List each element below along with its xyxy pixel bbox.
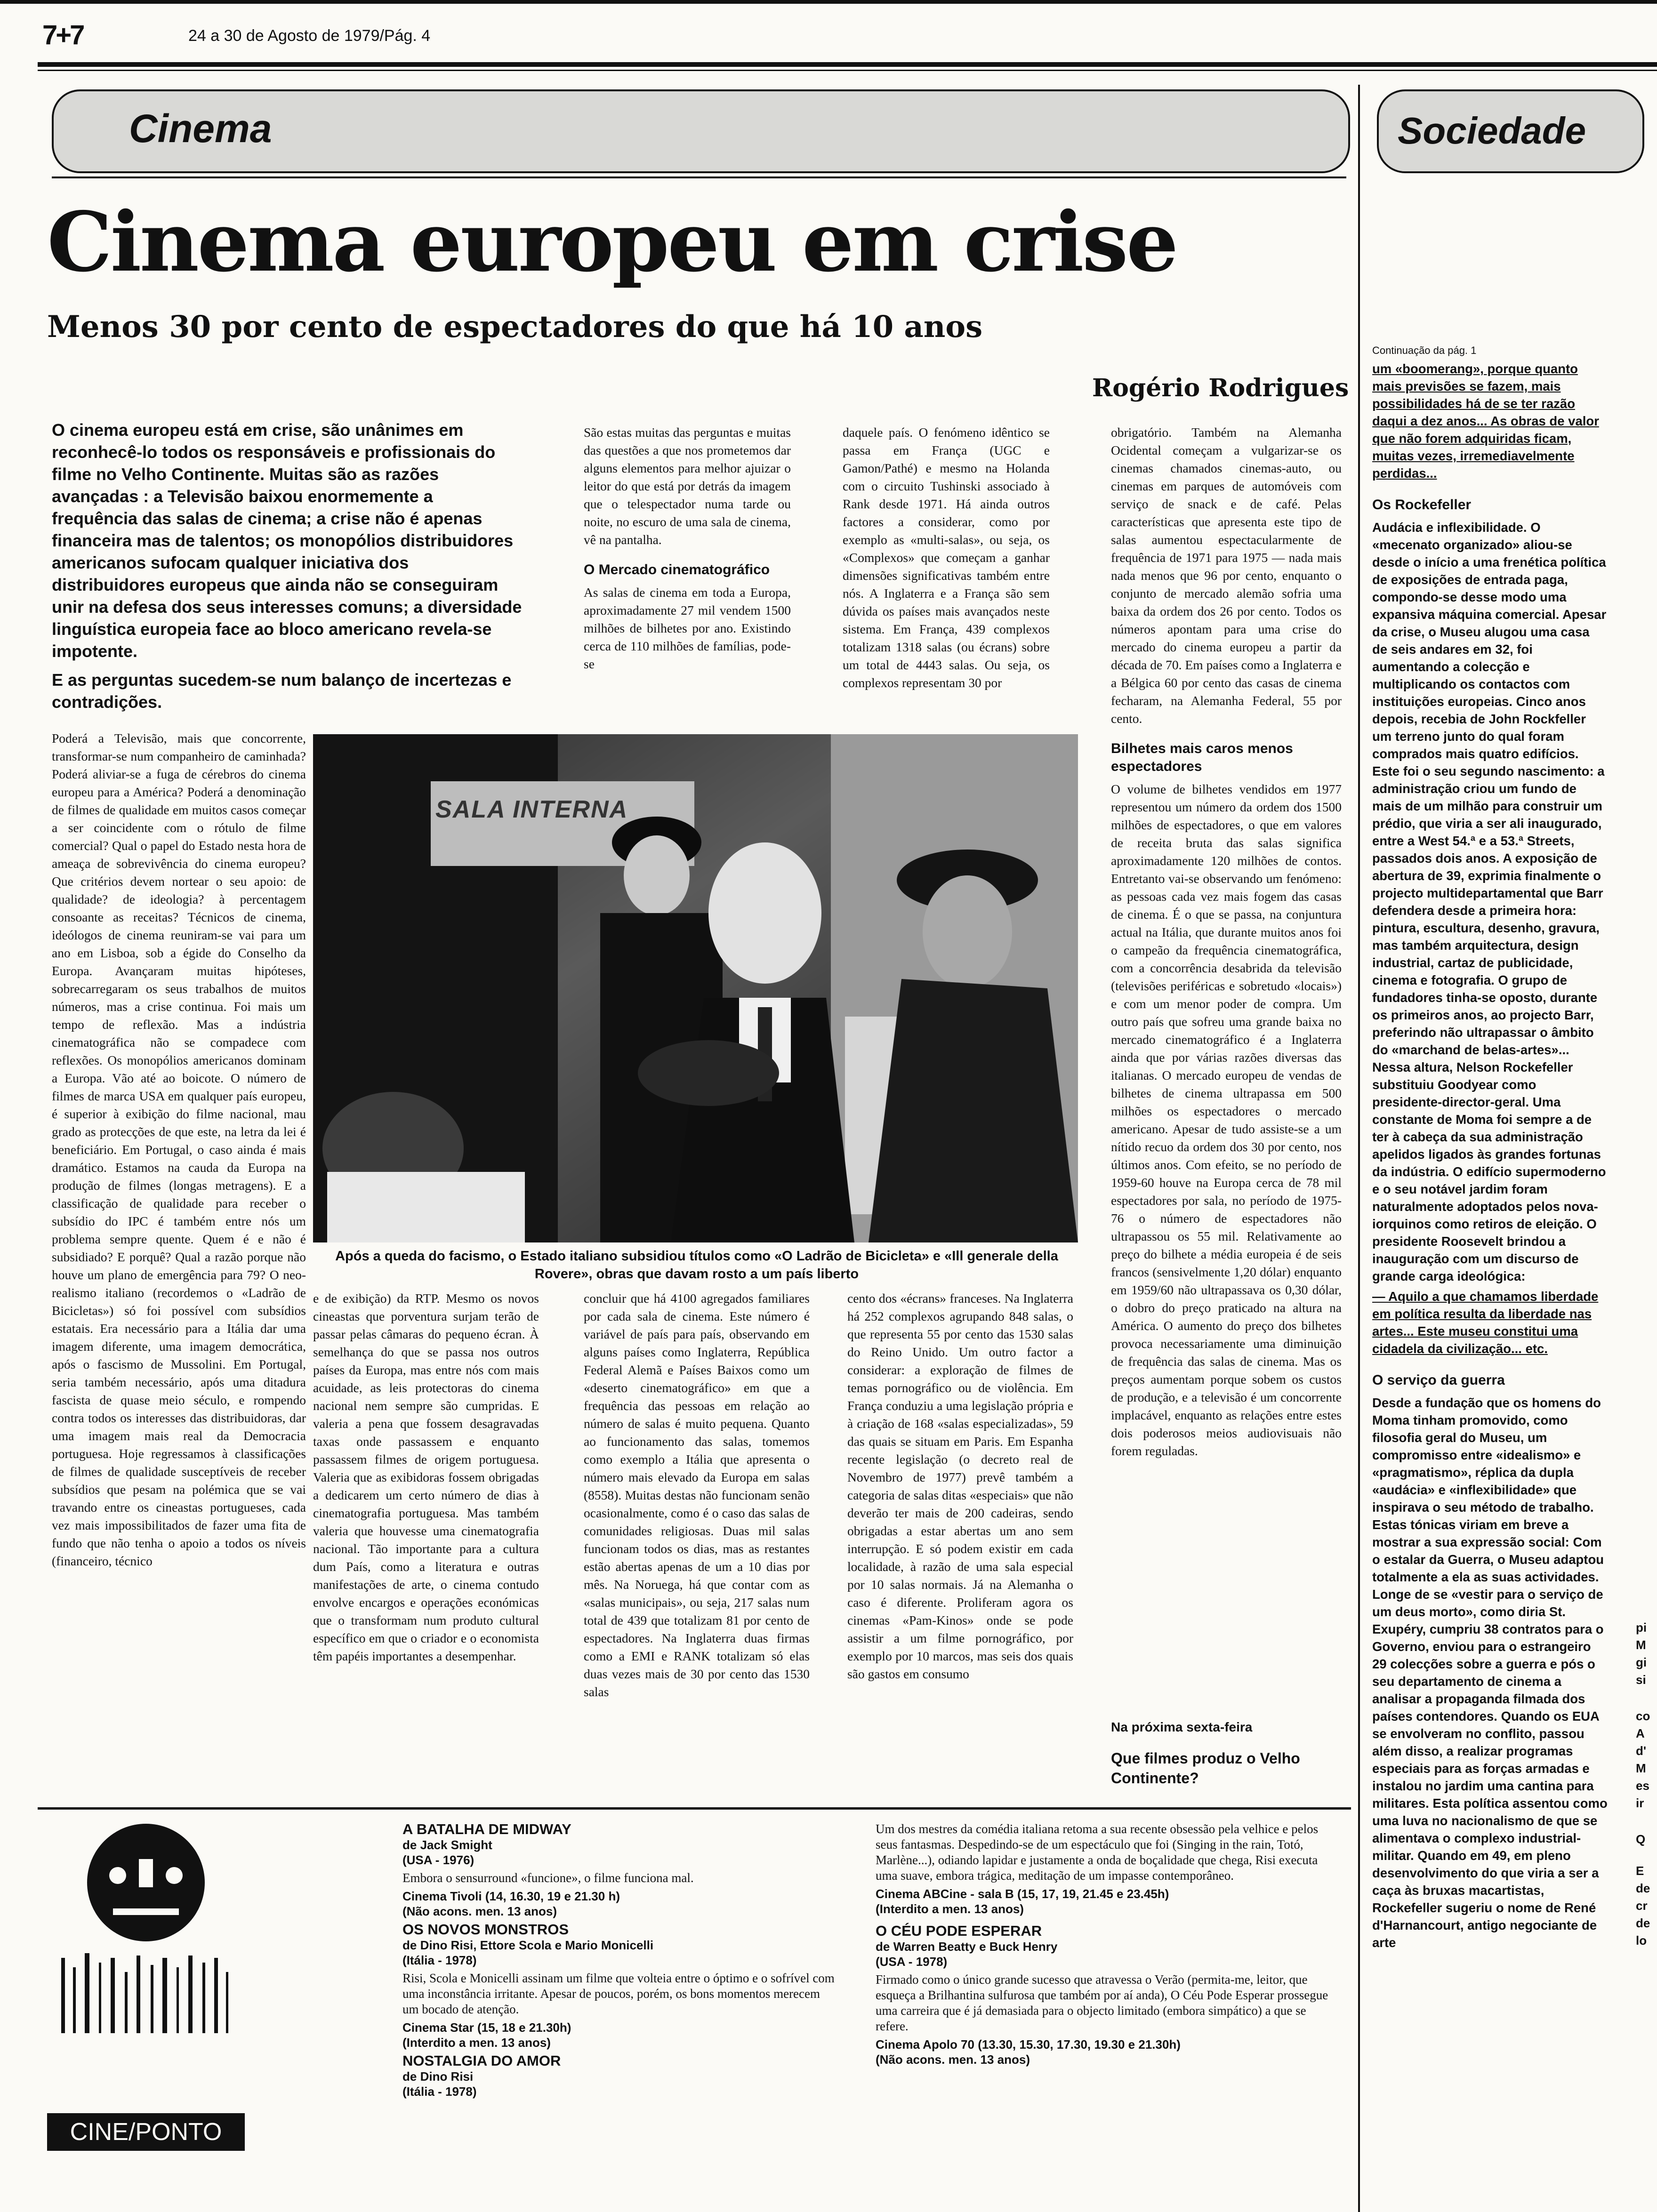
- sociedade-column: [1372, 360, 1608, 2212]
- film-review: Embora o sensurround «funcione», o filme funciona mal.: [402, 1871, 694, 1885]
- edge-fragment: lo: [1636, 1933, 1647, 1948]
- article-lead: [52, 419, 523, 720]
- edge-fragment: es: [1636, 1779, 1649, 1793]
- column-divider-sociedade: [1358, 85, 1360, 2212]
- header-date-page: 24 a 30 de Agosto de 1979/Pág. 4: [188, 27, 431, 45]
- column-e-intro: obrigatório. Também na Alemanha Ocidental começam a vulgarizar-se os cinemas chamados cinemas-auto, ou cinemas em parques de automóveis com serviço de snack e de café. Pelas características que apresenta este tipo de salas aumentou espectacularmente de frequência de 1971 para 1975 — nada mais nada menos que 96 por cento, enquanto o conjunto de mercado alemão sofria uma baixa da ordem dos 26 por cento. Todos os números apontam para uma crise do mercado do cinema europeu a partir da década de 70. Em países como a Inglaterra e a Bélgica 60 por cento das casas de cinema fecharam, na Alemanha Federal, 55 por cento.: [1111, 425, 1342, 726]
- cineponto-label: CINE/PONTO: [70, 2118, 222, 2146]
- column-a-text: Poderá a Televisão, mais que concorrente, transformar-se num companheiro de caminhada? Poderá aliviar-se a fuga de cérebros do cinema europeu para a América? Poderá a denominação de filmes de qualidade em muitos casos começar a ser coincidente com o rótulo de filme comercial? Qual o papel do Estado nesta hora de ameaça de sobrevivência do cinema europeu? Que critérios devem nortear o seu apoio: de qualidade? de ideologia? à percentagem consoante as receitas? Técnicos de cinema, ideólogos de cinema reuniram-se vai para um ano em Lisboa, sob a égide do Conselho da Europa. Avançaram muitas hipóteses, sobrecarregaram os seus trabalhos de muitos números, mas a crise continua. Foi mais um tempo de reflexão. Mas a indústria cinematográfica não se compadece com reflexões. Os monopólios americanos dominam a Europa. Vão até ao boicote. O número de filmes de marca USA em qualquer país europeu, é superior à exibição do filme nacional, mau grado as protecções de que este, na letra da lei é beneficiário. Em Portugal, o caso ainda é mais dramático. Estamos na cauda da Europa na produção de filmes (longas metragens). E a classificação de qualidade para receber o subsídio do IPC é também entre nós um problema sempre quente. Quem é e não é subsidiado? E porquê? Qual a razão porque não houve um plano de emergência para 79? O neo-realismo italiano (recordemos o «Ladrão de Bicicletas») só foi possível com subsídios estatais. Era necessário para a Itália dar uma imagem diferente, uma imagem democrática, após o fascismo de Mussolini. Em Portugal, seria também necessário, após uma ditadura fascista de quase meio século, e rompendo contra todos os interesses das distribuidoras, dar uma imagem mais real da Democracia portuguesa. Hoje regressamos à classificações de filmes de qualidade susceptíveis de receber subsídios que pesam na polémica que se vai travando entre os cineastas portugueses, cada vez mais impossibilitados de fazer uma fita de fundo que não tenha o apoio a todos os níveis (financeiro, técnico: [52, 731, 306, 1568]
- edge-fragment: gi: [1636, 1655, 1647, 1669]
- article-title: Cinema europeu em crise: [47, 194, 1177, 290]
- edge-fragment: de: [1636, 1881, 1650, 1895]
- column-b-intro: São estas muitas das perguntas e muitas das questões a que nos prometemos dar alguns elementos para melhor ajuizar o leitor do que está por detrás da imagem que o telespectador numa tarde ou noite, no escuro de uma sala de cinema, vê na pantalha.: [584, 425, 791, 547]
- film-venue: Cinema Star (15, 18 e 21.30h): [402, 2020, 571, 2035]
- film-venue: Cinema Apolo 70 (13.30, 15.30, 17.30, 19.30 e 21.30h): [876, 2037, 1181, 2052]
- column-c-text: daquele país. O fenómeno idêntico se passa em França (UGC e Gamon/Pathé) e mesmo na Holanda com o circuito Tushinski associado à Rank desde 1971. Há ainda outros factores a considerar, como por exemplo as «multi-salas», ou seja, os «Complexos» que começam a ganhar dimensões significativas também entre nós. A Inglaterra e a França são sem dúvida os países mais avançados neste sistema. Em França, 439 complexos totalizam 1318 salas (ou écrans) sobre um total de 4443 salas. Ou seja, os complexos representam 30 por: [843, 425, 1050, 690]
- film-venue: Cinema Tivoli (14, 16.30, 19 e 21.30 h): [402, 1889, 620, 1903]
- film-origin: (Itália - 1978): [402, 1953, 477, 1967]
- film-item: [876, 1821, 1337, 1916]
- header-logo: 7+7: [42, 20, 83, 50]
- sociedade-intro: um «boomerang», porque quanto mais previsões se fazem, mais possibilidades há de se ter razão daqui a dez anos... As obras de valor que não forem adquiridas ficam, muitas vezes, irremediavelmente perdidas...: [1372, 361, 1599, 481]
- film-rating: (Não acons. men. 13 anos): [402, 1904, 557, 1918]
- film-origin: (USA - 1976): [402, 1853, 475, 1867]
- section-title-sociedade: Sociedade: [1398, 110, 1586, 152]
- cineponto-top-rule: [38, 1807, 1351, 1810]
- edge-fragment: M: [1636, 1638, 1646, 1652]
- edge-column: [1636, 1619, 1657, 2184]
- edge-fragment: ir: [1636, 1796, 1644, 1810]
- cineponto-label-box: [47, 2113, 245, 2151]
- edge-fragment: de: [1636, 1916, 1650, 1930]
- edge-fragment: co: [1636, 1709, 1650, 1723]
- edge-fragment: pi: [1636, 1620, 1647, 1635]
- next-week-label: Na próxima sexta-feira: [1111, 1720, 1253, 1734]
- column-c-bottom-text: concluir que há 4100 agregados familiares por cada sala de cinema. Este número é variável de país para país, observando em alguns países como Inglaterra, República Federal Alemã e Países Baixos como um «deserto cinematográfico» em que a frequência das pessoas em relação ao número de salas é muito pequena. Quanto ao funcionamento das salas, tomemos como exemplo a Itália que apresenta o número mais elevado da Europa em salas (8558). Muitas destas não funcionam senão ocasionalmente, como é o caso das salas de comunidades religiosas. Duas mil salas funcionam todos os dias, mas as restantes estão abertas apenas de um a 10 dias por mês. Na Noruega, há que contar com as «salas municipais», ou seja, 217 salas num total de 439 que totalizam 81 por cento de espectadores. Na Inglaterra duas firmas como a EMI e RANK totalizam só elas duas vezes mais de 30 por cento das 1530 salas: [584, 1291, 810, 1699]
- subhead-guerra: O serviço da guerra: [1372, 1372, 1505, 1388]
- film-origin: (USA - 1978): [876, 1955, 948, 1969]
- cineponto-face-icon: [47, 1821, 245, 2104]
- banner-rule: [52, 176, 1346, 178]
- film-director: de Dino Risi: [402, 2069, 474, 2084]
- cineponto-logo: [47, 1821, 245, 2104]
- film-title: OS NOVOS MONSTROS: [402, 1921, 569, 1938]
- edge-fragment: Q: [1636, 1832, 1646, 1846]
- film-rating: (Interdito a men. 13 anos): [402, 2036, 551, 2050]
- film-item: [876, 1923, 1337, 2067]
- edge-fragment: E: [1636, 1864, 1644, 1878]
- article-author: Rogério Rodrigues: [1092, 374, 1349, 402]
- film-list-left: [402, 1821, 836, 2099]
- film-title: O CÉU PODE ESPERAR: [876, 1923, 1042, 1939]
- column-d-bottom-text: cento dos «écrans» franceses. Na Inglaterra há 252 complexos agrupando 848 salas, o que representa 55 por cento das 1530 salas do Reino Unido. Um outro factor a considerar: a exploração de filmes de temas pornográfico ou de violência. Em França conduziu a uma legislação própria e à criação de 168 «salas especializadas», 59 das quais se situam em Paris. Em Espanha recente legislação (o decreto real de Novembro de 1977) prevê também a categoria de salas ditas «especiais» que não deverão ter mais de 200 cadeiras, sendo obrigadas a estar abertas um ano sem interrupção. E só podem existir em cada localidade, à razão de uma sala especial por 10 salas normais. Já na Alemanha o caso é diferente. Proliferam agora os cinemas «Pam-Kinos» onde se pode assistir a um filme pornográfico, por exemplo por 10 marcos, mas seis dos quais são gastos em consumo: [847, 1291, 1073, 1681]
- column-e-bilhetes: O volume de bilhetes vendidos em 1977 representou um número da ordem dos 1500 milhões de espectadores, o que em valores de receita bruta das salas significa aproximadamente 120 milhões de contos. Entretanto vai-se observando um fenómeno: as pessoas cada vez mais fogem das casas de cinema. É o que se passa, na conjuntura actual na Itália, que durante muitos anos foi o campeão da frequência cinematográfica, com a concorrência desabrida da televisão (televisões periféricas e sobretudo «locais») e com um menor poder de compra. Um outro país que sofreu uma grande baixa no mercado cinematográfico é a Inglaterra ainda que por várias razões diversas das italianas. O mercado europeu de vendas de bilhetes de cinema ultrapassa em 500 milhões os espectadores o mercado americano. Apesar de tudo assiste-se a um nítido recuo da ordem dos 30 por cento, nos últimos anos. Com efeito, se no período de 1959-60 houve na Europa cerca de 78 mil espectadores por sala, no período de 1975-76 o número de espectadores não ultrapassou os 55 mil. Relativamente ao preço do bilhete a média europeia é de seis francos (sensivelmente 1,20 dólar) enquanto em 1959/60 não ultrapassava os 0,30 dólar, o dobro do preço praticado na altura na América. O aumento do preço dos bilhetes provoca necessariamente uma diminuição de frequência das salas de cinema. Mas os preços aumentam porque sobem os custos de produção, e a televisão é um concorrente implacável, enquanto as relações entre estes dois poderosos meios audiovisuais não forem reguladas.: [1111, 782, 1342, 1458]
- film-item: [402, 1922, 836, 2050]
- article-photo: [313, 734, 1078, 1242]
- column-d-bottom: [847, 1290, 1073, 1798]
- section-banner-cinema: [52, 89, 1350, 173]
- photo-caption: Após a queda do facismo, o Estado italiano subsidiou títulos como «O Ladrão de Bicicleta» e «Ill generale della Rovere», obras que davam rosto a um país liberto: [335, 1249, 1058, 1282]
- edge-fragment: d': [1636, 1744, 1647, 1758]
- column-b-mercado: As salas de cinema em toda a Europa, aproximadamente 27 mil vendem 1500 milhões de bilhetes por ano. Existindo cerca de 110 milhões de famílias, pode-se: [584, 585, 791, 671]
- film-director: de Dino Risi, Ettore Scola e Mario Monicelli: [402, 1938, 654, 1952]
- column-b-bottom: [313, 1290, 539, 1798]
- sociedade-guerra: Desde a fundação que os homens do Moma tinham promovido, como filosofia geral do Museu, um compromisso entre «idealismo» e «pragmatismo», réplica da dupla «audácia» e «inflexibilidade» que inspirava o seu método de trabalho. Estas tónicas viriam em breve a mostrar a sua expressão social: Com o estalar da Guerra, o Museu adaptou totalmente a ela as suas actividades. Longe de se «vestir para o serviço de um deus morto», como diria St. Exupéry, cumpriu 38 contratos para o Governo, enviou para o estrangeiro 29 colecções sobre a guerra e pós o seu departamento de cinema a analisar a propaganda filmada dos países contendores. Quando os EUA se envolveram no conflito, passou além disso, a realizar programas especiais para as forças armadas e instalou no jardim uma cantina para militares. Esta política assentou como uma luva no nacionalismo de que se alimentava o complexo industrial-militar. Quando em 49, em pleno desenvolvimento do que viria a ser a caça às bruxas macartistas, Rockefeller sugeriu o nome de René d'Harnancourt, antigo negociante de arte: [1372, 1395, 1608, 1950]
- sociedade-continued: Continuação da pág. 1: [1372, 345, 1477, 356]
- film-origin: (Itália - 1978): [402, 2084, 477, 2099]
- column-b-bottom-text: e de exibição) da RTP. Mesmo os novos cineastas que porventura surjam terão de passar pelas câmaras do pequeno écran. À semelhança do que se passa nos outros países da Europa, mas entre nós com mais acuidade, as leis protectoras do cinema nacional nem sempre são cumpridas. E valeria a pena que fossem desagravadas taxas onde passassem e enquanto passassem filmes de origem portuguesa. Valeria que as exibidoras fossem obrigadas a dedicarem um certo número de dias à cinematografia portuguesa. Mas também valeria que houvesse uma cinematografia nacional. Tão importante para a cultura dum País, como a literatura e outras manifestações de arte, o cinema contudo envolve encargos e operações económicas que o transformam num produto cultural específico em que o criador e o economista têm papéis importantes a desempenhar.: [313, 1291, 539, 1663]
- film-item: [402, 2053, 836, 2099]
- edge-fragment: si: [1636, 1673, 1646, 1687]
- column-a: [52, 729, 306, 1845]
- section-banner-sociedade: [1377, 89, 1644, 173]
- photo-sign-text: SALA INTERNA: [435, 796, 628, 823]
- article-subtitle: Menos 30 por cento de espectadores do que há 10 anos: [47, 309, 983, 345]
- lead-paragraph-2: E as perguntas sucedem-se num balanço de incertezas e contradições.: [52, 670, 512, 712]
- film-director: de Jack Smight: [402, 1838, 492, 1852]
- sociedade-quote: — Aquilo a que chamamos liberdade em política resulta da liberdade nas artes... Este museu constitui uma cidadela da civilização... etc.: [1372, 1289, 1599, 1356]
- edge-fragment: cr: [1636, 1899, 1648, 1913]
- top-border: [0, 0, 1657, 4]
- header-rule-thin: [38, 70, 1657, 71]
- film-review: Risi, Scola e Monicelli assinam um filme que volteia entre o óptimo e o sofrível com uma inconstância irritante. Apesar de poucos, porém, os bons momentos merecem um bocado de atenção.: [402, 1971, 835, 2016]
- edge-fragment: A: [1636, 1726, 1645, 1740]
- film-title: NOSTALGIA DO AMOR: [402, 2052, 561, 2069]
- film-review: Um dos mestres da comédia italiana retoma a sua recente obsessão pela velhice e pelos seus fantasmas. Despedindo-se de um espectáculo que foi (Singing in the rain, Totó, Marlène...), odiando lapidar e justamente a onda de boçalidade que chega, Risi executa uma suave, embora trágica, meditação de um impasse contemporâneo.: [876, 1822, 1319, 1883]
- column-b-top: [584, 424, 791, 725]
- section-title-cinema: Cinema: [129, 106, 272, 151]
- film-rating: (Interdito a men. 13 anos): [876, 1902, 1024, 1916]
- film-rating: (Não acons. men. 13 anos): [876, 2052, 1030, 2067]
- column-e: [1111, 424, 1342, 1694]
- column-c-bottom: [584, 1290, 810, 1798]
- film-review: Firmado como o único grande sucesso que atravessa o Verão (permita-me, leitor, que esqueça a Brilhantina sulfurosa que também por aí anda), O Céu Pode Esperar prossegue uma carreira que é já demasiada para o objecto limitado (embora simpático) a que se refere.: [876, 1972, 1328, 2033]
- subhead-mercado: O Mercado cinematográfico: [584, 562, 770, 577]
- subhead-rockefeller: Os Rockefeller: [1372, 497, 1472, 513]
- film-title: A BATALHA DE MIDWAY: [402, 1821, 571, 1837]
- film-item: [402, 1821, 836, 1919]
- film-list-right: [876, 1821, 1337, 2067]
- header-rule: [38, 62, 1657, 67]
- lead-paragraph-1: O cinema europeu está em crise, são unânimes em reconhecê-lo todos os responsáveis e profissionais do filme no Velho Continente. Muitas são as razões avançadas : a Televisão baixou enormemente a frequência das salas de cinema; a crise não é apenas financeira mas de talentos; os monopólios distribuidores americanos sufocam qualquer iniciativa dos distribuidores europeus que ainda não se conseguiram unir na defesa dos seus interesses comuns; a diversidade linguística europeia face ao bloco americano revela-se impotente.: [52, 420, 522, 661]
- edge-fragment: M: [1636, 1761, 1646, 1775]
- film-venue: Cinema ABCine - sala B (15, 17, 19, 21.45 e 23.45h): [876, 1887, 1169, 1901]
- subhead-bilhetes: Bilhetes mais caros menos espectadores: [1111, 741, 1293, 774]
- next-week-question: Que filmes produz o Velho Continente?: [1111, 1750, 1300, 1787]
- film-director: de Warren Beatty e Buck Henry: [876, 1940, 1058, 1954]
- sociedade-rockefeller: Audácia e inflexibilidade. O «mecenato organizado» aliou-se desde o início a uma frenética política de exposições de entrada paga, compondo-se desse modo uma expansiva máquina comercial. Apesar da crise, o Museu alugou uma casa de seis andares em 32, foi aumentando a colecção e multiplicando os contactos com instituições europeias. Cinco anos depois, recebia de John Rockfeller um terreno junto do qual foram comprados mais quatro edifícios. Este foi o seu segundo nascimento: a administração criou um fundo de mais de um milhão para construir um prédio, que viria a ser ali inaugurado, entre a West 54.ª e a 53.ª Streets, passados dois anos. A exposição de abertura de 39, exprimia finalmente o projecto multidepartamental que Barr defendera desde a primeira hora: pintura, escultura, desenho, gravura, mas também arquitectura, design industrial, cartaz de publicidade, cinema e fotografia. O grupo de fundadores tinha-se oposto, durante os primeiros anos, ao projecto Barr, preferindo não ultrapassar o âmbito do «marchand de belas-artes»... Nessa altura, Nelson Rockefeller substituiu Goodyear como presidente-director-geral. Uma constante de Moma foi sempre a de ter à cabeça da sua administração apelidos ligados às grandes fortunas da indústria. O edifício supermoderno e o seu notável jardim foram naturalmente adoptados pelos nova-iorquinos como retiros de eleição. O presidente Roosevelt brindou a inauguração com um discurso de grande carga ideológica:: [1372, 520, 1607, 1283]
- column-c-top: [843, 424, 1050, 725]
